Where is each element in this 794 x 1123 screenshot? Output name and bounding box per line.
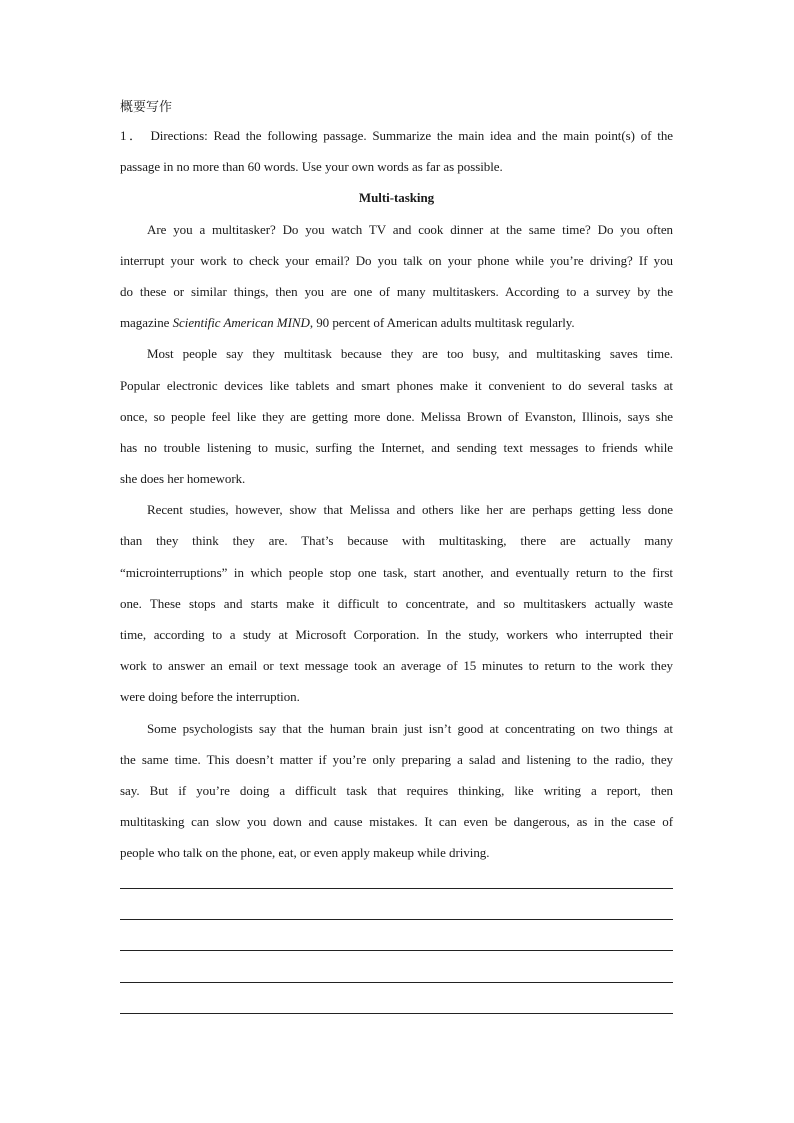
- answer-line[interactable]: [120, 1013, 673, 1014]
- paragraph-3-line: Recent studies, however, show that Melissa and others like her are perhaps getting less done: [147, 502, 673, 518]
- document-page: [120, 94, 673, 869]
- paragraph-4-line: Some psychologists say that the human brain just isn’t good at concentrating on two things at: [147, 720, 673, 736]
- paragraph-2-line: she does her homework.: [120, 471, 246, 487]
- paragraph-1-last-line: magazine Scientific American MIND, 90 percent of American adults multitask regularly.: [120, 315, 575, 331]
- paragraph-3-line: work to answer an email or text message took an average of 15 minutes to return to the work they: [120, 658, 673, 674]
- paragraph-2-line: once, so people feel like they are getting more done. Melissa Brown of Evanston, Illinois, says she: [120, 408, 673, 424]
- question-line-2: passage in no more than 60 words. Use your own words as far as possible.: [120, 159, 503, 175]
- paragraph-3-line: one. These stops and starts make it difficult to concentrate, and so multitaskers actually waste: [120, 595, 673, 611]
- passage-title: Multi-tasking: [358, 190, 435, 206]
- paragraph-4-line: people who talk on the phone, eat, or even apply makeup while driving.: [120, 845, 490, 861]
- answer-line[interactable]: [120, 982, 673, 983]
- paragraph-3-line: were doing before the interruption.: [120, 689, 300, 705]
- question-line-1: 1． Directions: Read the following passage. Summarize the main idea and the main point(s) of the: [120, 128, 673, 143]
- paragraph-3-line: “microinterruptions” in which people stop one task, start another, and eventually return to the first: [120, 564, 673, 580]
- paragraph-1-line: interrupt your work to check your email? Do you talk on your phone while you’re driving? If you: [120, 252, 673, 268]
- question-number: 1．: [120, 128, 145, 143]
- paragraph-3-line: than they think they are. That’s because with multitasking, there are actually many: [120, 533, 673, 549]
- paragraph-2-line: Most people say they multitask because they are too busy, and multitasking saves time.: [147, 346, 673, 362]
- paragraph-4-line: say. But if you’re doing a difficult task that requires thinking, like writing a report, then: [120, 782, 673, 798]
- answer-line[interactable]: [120, 919, 673, 920]
- paragraph-4-line: multitasking can slow you down and cause mistakes. It can even be dangerous, as in the case of: [120, 814, 673, 830]
- paragraph-1-line: do these or similar things, then you are one of many multitaskers. According to a survey by the: [120, 283, 673, 299]
- section-title: 概要写作: [120, 99, 173, 114]
- paragraph-3-line: time, according to a study at Microsoft Corporation. In the study, workers who interrupted their: [120, 627, 673, 642]
- answer-writing-area[interactable]: [120, 888, 673, 1044]
- answer-line[interactable]: [120, 950, 673, 951]
- paragraph-4-line: the same time. This doesn’t matter if you’re only preparing a salad and listening to the radio, they: [120, 751, 673, 767]
- paragraph-2-line: Popular electronic devices like tablets and smart phones make it convenient to do several tasks at: [120, 377, 673, 393]
- paragraph-2-line: has no trouble listening to music, surfing the Internet, and sending text messages to friends while: [120, 439, 673, 455]
- paragraph-1-line: Are you a multitasker? Do you watch TV and cook dinner at the same time? Do you often: [147, 221, 673, 237]
- answer-line[interactable]: [120, 888, 673, 889]
- magazine-name: Scientific American MIND: [172, 315, 310, 331]
